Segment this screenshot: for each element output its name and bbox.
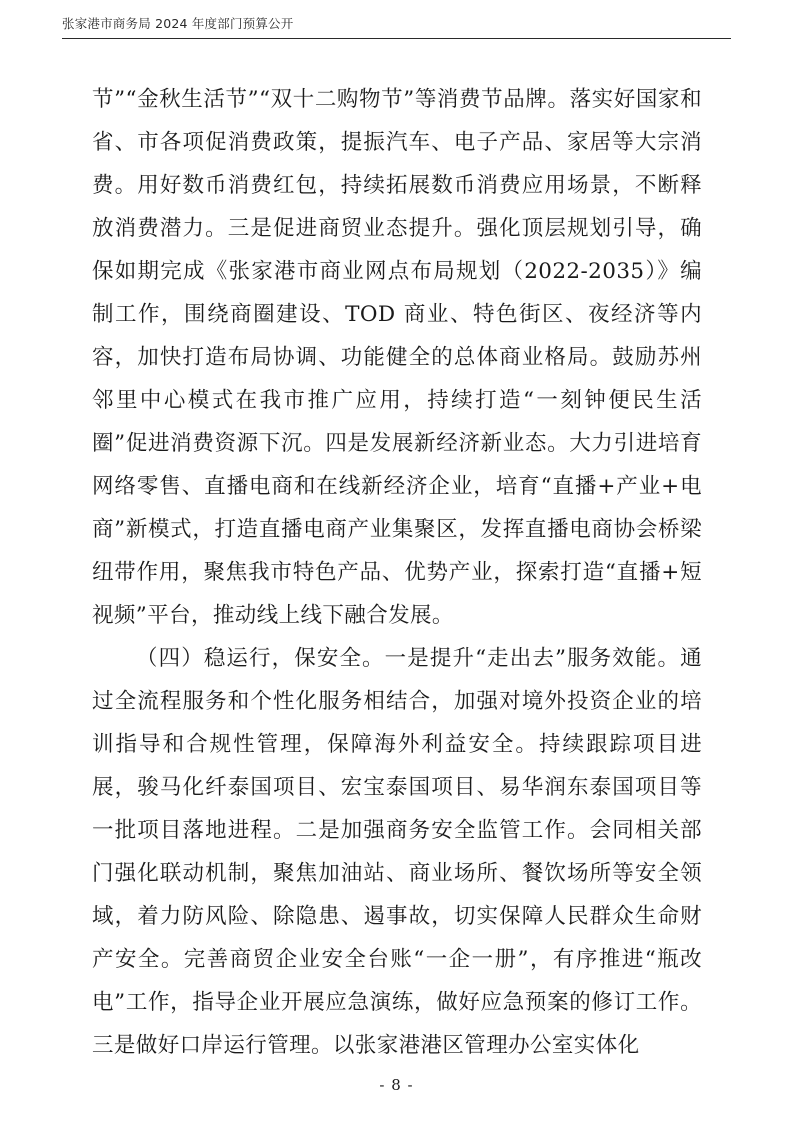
page-header: [62, 14, 731, 40]
header-divider: [62, 38, 731, 39]
document-body: [92, 78, 702, 1067]
header-title: 张家港市商务局 2024 年度部门预算公开: [62, 16, 294, 31]
paragraph: 节”“金秋生活节”“双十二购物节”等消费节品牌。落实好国家和省、市各项促消费政策，提振汽车、电子产品、家居等大宗消费。用好数币消费红包，持续拓展数币消费应用场景，不断释放消费潜力。三是促进商贸业态提升。强化顶层规划引导，确保如期完成《张家港市商业网点布局规划（2022-2035）》编制工作，围绕商圈建设、TOD 商业、特色街区、夜经济等内容，加快打造布局协调、功能健全的总体商业格局。鼓励苏州邻里中心模式在我市推广应用，持续打造“一刻钟便民生活圈”促进消费资源下沉。四是发展新经济新业态。大力引进培育网络零售、直播电商和在线新经济企业，培育“直播+产业+电商”新模式，打造直播电商产业集聚区，发挥直播电商协会桥梁纽带作用，聚焦我市特色产品、优势产业，探索打造“直播+短视频”平台，推动线上线下融合发展。: [92, 87, 702, 628]
paragraph: （四）稳运行，保安全。一是提升“走出去”服务效能。通过全流程服务和个性化服务相结合，加强对境外投资企业的培训指导和合规性管理，保障海外利益安全。持续跟踪项目进展，骏马化纤泰国项目、宏宝泰国项目、易华润东泰国项目等一批项目落地进程。二是加强商务安全监管工作。会同相关部门强化联动机制，聚焦加油站、商业场所、餐饮场所等安全领域，着力防风险、除隐患、遏事故，切实保障人民群众生命财产安全。完善商贸企业安全台账“一企一册”，有序推进“瓶改电”工作，指导企业开展应急演练，做好应急预案的修订工作。三是做好口岸运行管理。以张家港港区管理办公室实体化: [92, 646, 702, 1058]
page-number: - 8 -: [379, 1076, 414, 1094]
page-footer: [0, 1075, 793, 1094]
